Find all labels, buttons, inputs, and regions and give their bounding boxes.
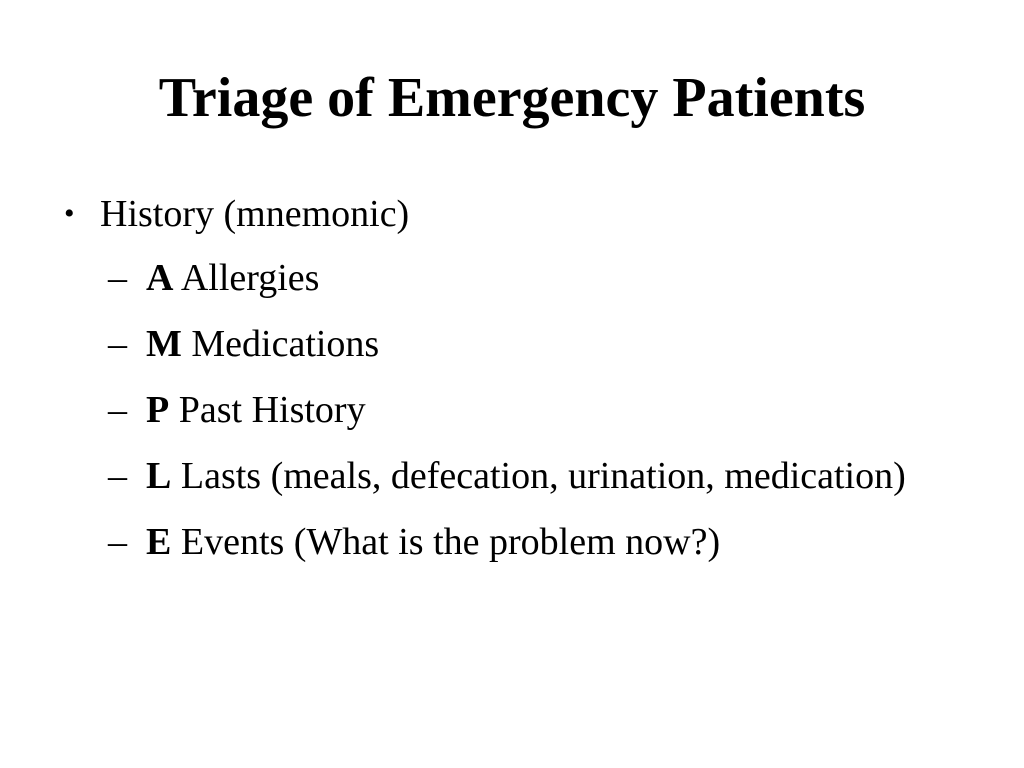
dash-icon: – [108,323,127,365]
dash-icon: – [108,455,127,497]
subitem-allergies [62,252,962,304]
bullet-history-text: History (mnemonic) [100,193,410,235]
subitem-text: Allergies [180,257,320,299]
subitem-text: Lasts (meals, defecation, urination, medication) [180,455,906,497]
dash-icon: – [108,257,127,299]
subitem-text: Events (What is the problem now?) [180,521,721,563]
subitem-events [62,516,962,568]
subitem-past-history [62,384,962,436]
bullet-dot-icon: • [64,197,75,230]
mnemonic-letter: A [146,257,174,299]
bullet-history [62,188,962,240]
dash-icon: – [108,521,127,563]
mnemonic-letter: P [146,389,170,431]
dash-icon: – [108,389,127,431]
subitem-text: Past History [178,389,366,431]
subitem-text: Medications [191,323,380,365]
slide-title: Triage of Emergency Patients [158,67,866,129]
mnemonic-letter: M [146,323,182,365]
slide-content [62,188,962,568]
mnemonic-letter: E [146,521,172,563]
mnemonic-letter: L [146,455,172,497]
subitem-medications [62,318,962,370]
subitem-lasts [62,450,906,502]
